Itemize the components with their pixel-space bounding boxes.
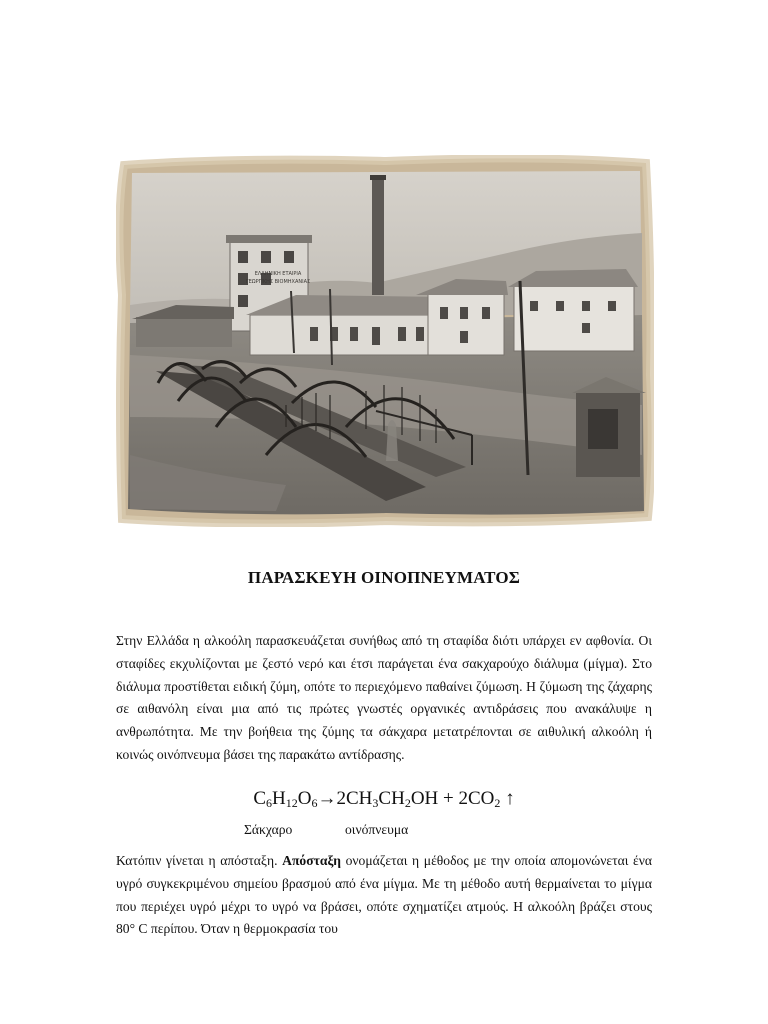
distillation-paragraph — [116, 850, 652, 941]
label-alcohol: οινόπνευμα — [345, 822, 409, 837]
distillation-intro: Κατόπιν γίνεται η απόσταξη. — [116, 853, 283, 868]
distillation-term: Απόσταξη — [282, 853, 341, 868]
intro-paragraph: Στην Ελλάδα η αλκοόλη παρασκευάζεται συνήθως από τη σταφίδα διότι υπάρχει εν αφθονία. Οι σταφίδες εκχυλίζονται με ζεστό νερό και έτσι παράγεται ένα σακχαρούχο διάλυμα (μίγμα). Στο διάλυμα προστίθεται ειδική ζύμη, οπότε το περιεχόμενο παθαίνει ζύμωση. Η ζύμωση της ζάχαρης σε αιθανόλη είναι μια από τις πρώτες γνωστές οργανικές αντιδράσεις που ανακάλυψε η ανθρωπότητα. Με την βοήθεια της ζύμης τα σάκχαρα μετατρέπονται σε αιθυλική αλκοόλη ή κοινώς οινόπνευμα βάσει της παρακάτω αντίδρασης. — [116, 633, 652, 762]
historic-factory-photo — [116, 155, 654, 527]
distillation-body: ονομάζεται η μέθοδος με την οποία απομονώνεται ένα υγρό συγκεκριμένου σημείου βρασμού από ένα μίγμα. Με τη μέθοδο αυτή θερμαίνεται το μίγμα που περιέχει υγρό μέχρι το υγρό να βράσει, οπότε σχηματίζει ατμούς. Η αλκοόλη βράζει στους 80° C περίπου. Όταν η θερμοκρασία του — [116, 853, 652, 937]
sign-line-1: ΕΛΛΗΝΙΚΗ ΕΤΑΙΡΙΑ — [254, 271, 302, 277]
sign-line-2: ΓΕΩΡΓΙΚΗΣ ΒΙΟΜΗΧΑΝΙΑΣ — [245, 279, 311, 285]
fermentation-equation: $C_6H_{12}O_6\to 2CH_3CH_2OH + 2CO_2$ ↑ — [253, 788, 515, 810]
label-sugar: Σάκχαρο — [244, 822, 293, 837]
page-title: ΠΑΡΑΣΚΕΥΗ ΟΙΝΟΠΝΕΥΜΑΤΟΣ — [247, 568, 521, 587]
